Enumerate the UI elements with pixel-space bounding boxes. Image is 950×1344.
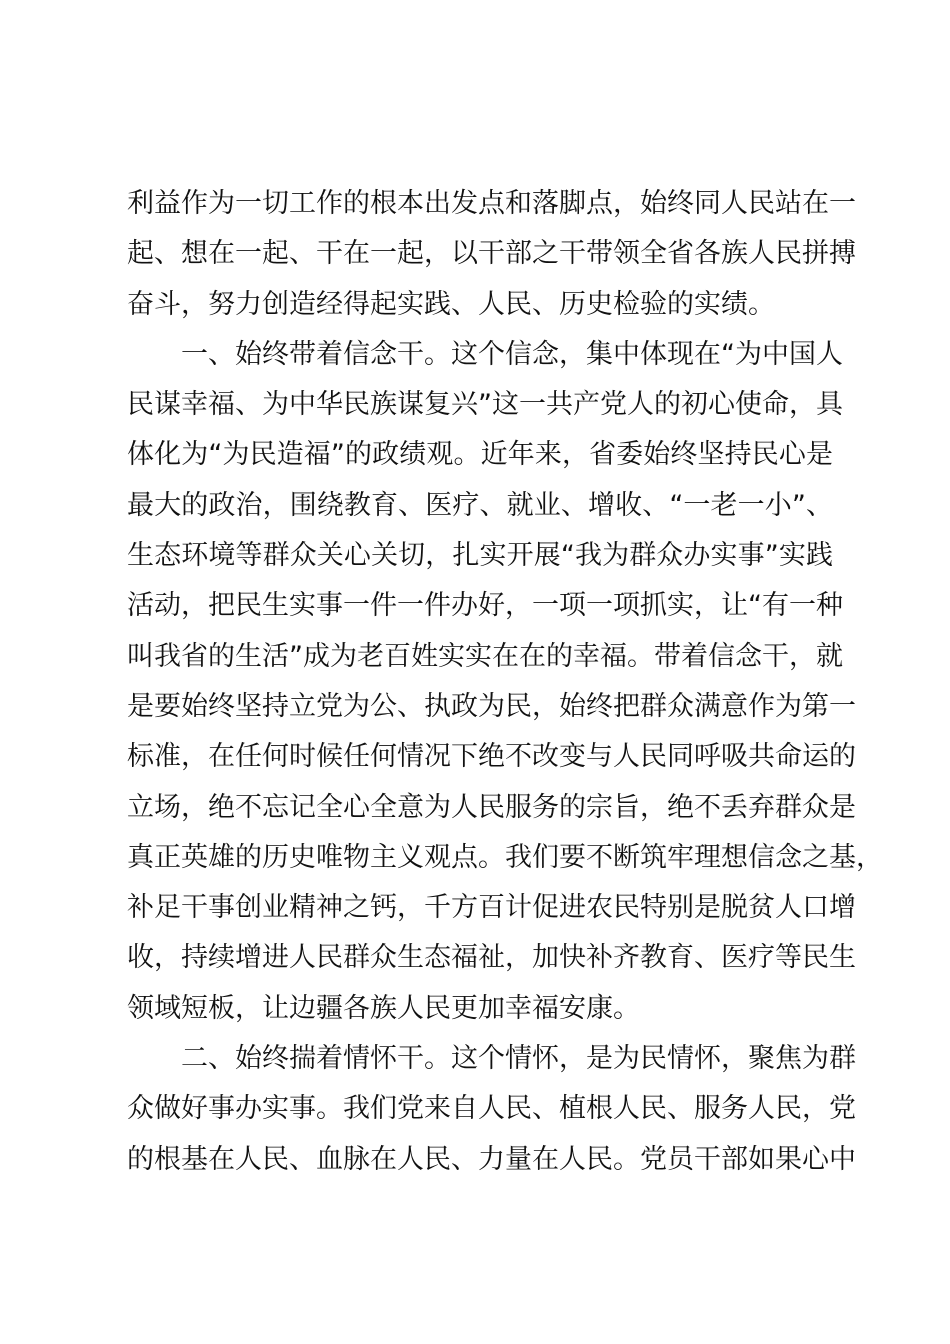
text-line: 起、想在一起、干在一起，以干部之干带领全省各族人民拼搏	[127, 238, 856, 270]
text-line: 标准，在任何时候任何情况下绝不改变与人民同呼吸共命运的	[127, 741, 856, 773]
document-body	[127, 179, 883, 1185]
text-line: 领域短板，让边疆各族人民更加幸福安康。	[127, 992, 640, 1024]
paragraph-first-line: 一、始终带着信念干。这个信念，集中体现在“为中国人	[181, 338, 843, 370]
text-line: 众做好事办实事。我们党来自人民、植根人民、服务人民，党	[127, 1093, 856, 1125]
text-line: 奋斗，努力创造经得起实践、人民、历史检验的实绩。	[127, 288, 775, 320]
text-line: 利益作为一切工作的根本出发点和落脚点，始终同人民站在一	[127, 188, 856, 219]
text-line: 生态环境等群众关心关切，扎实开展“我为群众办实事”实践	[127, 540, 833, 572]
text-line: 叫我省的生活”成为老百姓实实在在的幸福。带着信念干，就	[127, 640, 843, 672]
text-line: 是要始终坚持立党为公、执政为民，始终把群众满意作为第一	[127, 690, 856, 722]
text-line: 补足干事创业精神之钙，千方百计促进农民特别是脱贫人口增	[127, 892, 856, 924]
text-line: 立场，绝不忘记全心全意为人民服务的宗旨，绝不丢弃群众是	[127, 791, 856, 823]
text-line: 收，持续增进人民群众生态福祉，加快补齐教育、医疗等民生	[127, 942, 856, 974]
text-line: 民谋幸福、为中华民族谋复兴”这一共产党人的初心使命，具	[127, 389, 843, 421]
text-line: 的根基在人民、血脉在人民、力量在人民。党员干部如果心中	[127, 1143, 856, 1175]
paragraph-first-line: 二、始终揣着情怀干。这个情怀，是为民情怀，聚焦为群	[181, 1043, 856, 1075]
text-line: 活动，把民生实事一件一件办好，一项一项抓实，让“有一种	[127, 590, 843, 622]
text-line: 体化为“为民造福”的政绩观。近年来，省委始终坚持民心是	[127, 439, 833, 471]
text-line: 真正英雄的历史唯物主义观点。我们要不断筑牢理想信念之基，	[127, 841, 883, 873]
text-line: 最大的政治，围绕教育、医疗、就业、增收、“一老一小”、	[127, 489, 833, 521]
